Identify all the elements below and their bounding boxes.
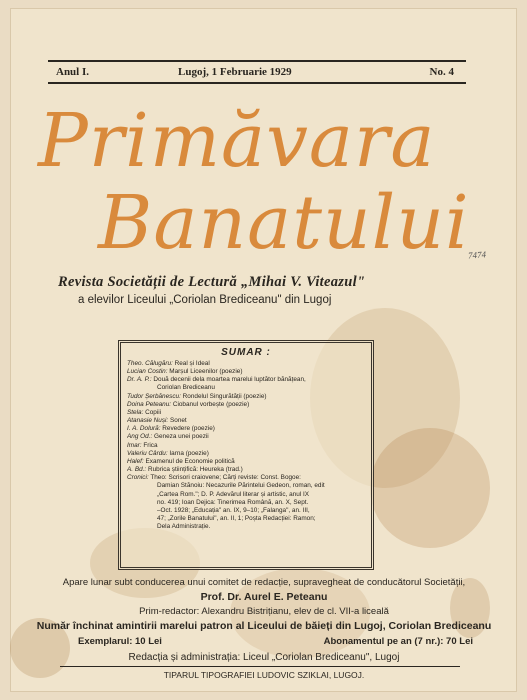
contents-entry	[127, 360, 365, 368]
handwritten-note: 7474	[467, 249, 487, 261]
issue-header	[48, 66, 466, 82]
year-label: Anul I.	[56, 66, 90, 78]
contents-entry	[127, 450, 365, 458]
printer-line: TIPARUL TIPOGRAFIEI LUDOVIC SZIKLAI, LUGOJ.	[163, 670, 365, 680]
contents-author: Cronici:	[127, 474, 149, 482]
contents-title: Revedere (poezie)	[162, 425, 215, 433]
dedication: Număr închinat amintirii marelui patron al Liceului de băieți din Lugoj, Coriolan Brediceanu	[36, 620, 492, 632]
contents-author: Tudor Șerbănescu:	[127, 392, 181, 400]
contents-entry	[127, 409, 365, 417]
contents-title: Frica	[143, 441, 158, 449]
subscription-price: Abonamentul pe an (7 nr.): 70 Lei	[323, 636, 473, 647]
contents-entry	[127, 474, 365, 482]
contents-title: Sonet	[170, 417, 187, 425]
supervisor-name: Prof. Dr. Aurel E. Peteanu	[200, 591, 328, 603]
contents-title: Real și Ideal	[174, 360, 210, 367]
contents-entry	[127, 466, 365, 474]
subtitle-school: a elevilor Liceului „Coriolan Brediceanu" din Lugoj	[78, 294, 332, 306]
copy-price: Exemplarul: 10 Lei	[78, 636, 162, 647]
contents-heading: SUMAR :	[221, 347, 271, 358]
contents-title: Examenul de Economie politică	[145, 457, 235, 465]
contents-title: Marșul Liceenilor (poezie)	[169, 368, 243, 376]
contents-author: A. Bd.:	[127, 466, 147, 474]
header-rule	[48, 82, 466, 84]
contents-entry	[127, 433, 365, 441]
contents-author: Doina Peteanu:	[127, 400, 172, 408]
contents-entry	[127, 491, 365, 499]
contents-title: Theo: Scrisori craiovene; Cărți reviste: Const. Bogoe:	[150, 474, 301, 482]
contents-entry	[127, 458, 365, 466]
contents-entry	[127, 482, 365, 490]
footer-rule	[60, 666, 460, 667]
top-rule	[48, 60, 466, 62]
contents-title: Geneza unei poezii	[154, 433, 209, 441]
subtitle: Revista Societății de Lectură „Mihai V. Viteazul"	[58, 274, 366, 290]
contents-title: Ciobanul vorbește (poezie)	[172, 400, 250, 408]
contents-box	[118, 340, 374, 570]
contents-title: 47; „Zorile Banatului", an. II, 1; Poșta Redacției: Ramon;	[157, 514, 316, 522]
contents-title: Două decenii dela moartea marelui luptător bănățean,	[153, 376, 306, 384]
contents-title: Damian Stănoiu: Necazurile Părintelui Gedeon, roman, edit	[157, 482, 325, 490]
contents-author: Dr. A. P.:	[127, 376, 152, 384]
contents-entry	[127, 401, 365, 409]
contents-entry	[127, 425, 365, 433]
chief-editor: Prim-redactor: Alexandru Bistrițianu, elev de cl. VII-a liceală	[139, 606, 389, 617]
contents-author: Imar:	[127, 441, 142, 449]
contents-entry	[127, 523, 365, 531]
contents-entry	[127, 515, 365, 523]
contents-title: Iarna (poezie)	[169, 449, 209, 457]
contents-author: Lucian Costin:	[127, 368, 168, 376]
contents-entry	[127, 368, 365, 376]
contents-entry	[127, 376, 365, 384]
contents-title: Dela Administrație.	[157, 523, 211, 531]
contents-author: Atanasie Nuși:	[127, 417, 169, 425]
contents-title: „Cartea Rom."; D. P. Adevărul literar și artistic, anul IX	[157, 490, 310, 498]
contents-entry	[127, 417, 365, 425]
contents-author: I. A. Dolură:	[127, 425, 161, 433]
editorial-note: Apare lunar subt conducerea unui comitet de redacție, supravegheat de conducătorul Societății,	[62, 577, 466, 588]
issue-number: No. 4	[429, 66, 454, 78]
contents-list	[127, 360, 365, 531]
contents-author: Valeriu Cârdu:	[127, 449, 168, 457]
contents-title: Copiii	[145, 408, 162, 416]
contents-author: Theo. Călugăru:	[127, 360, 173, 367]
contents-title: Rubrica științifică: Heureka (trad.)	[147, 466, 243, 474]
contents-entry	[127, 507, 365, 515]
contents-title: Rondelul Singurătății (poezie)	[182, 392, 267, 400]
contents-entry	[127, 384, 365, 392]
contents-author: Stela:	[127, 408, 144, 416]
title-line2: Banatului	[98, 180, 470, 266]
contents-author: Halef:	[127, 457, 144, 465]
contents-author: Ang Od.:	[127, 433, 153, 441]
title-line1: Primăvara	[38, 98, 436, 184]
editorial-address: Redacția și administrația: Liceul „Coriolan Brediceanu", Lugoj	[128, 652, 400, 663]
contents-title: Coriolan Brediceanu	[157, 384, 215, 392]
contents-title: –Oct. 1928; „Educația" an. IX, 9–10; „Falanga", an. III,	[157, 506, 310, 514]
contents-title: no. 419; Ioan Dejica: Tinerimea Română, an. X, Sept.	[157, 498, 309, 506]
contents-entry	[127, 393, 365, 401]
place-date: Lugoj, 1 Februarie 1929	[178, 66, 292, 78]
contents-entry	[127, 442, 365, 450]
contents-entry	[127, 499, 365, 507]
